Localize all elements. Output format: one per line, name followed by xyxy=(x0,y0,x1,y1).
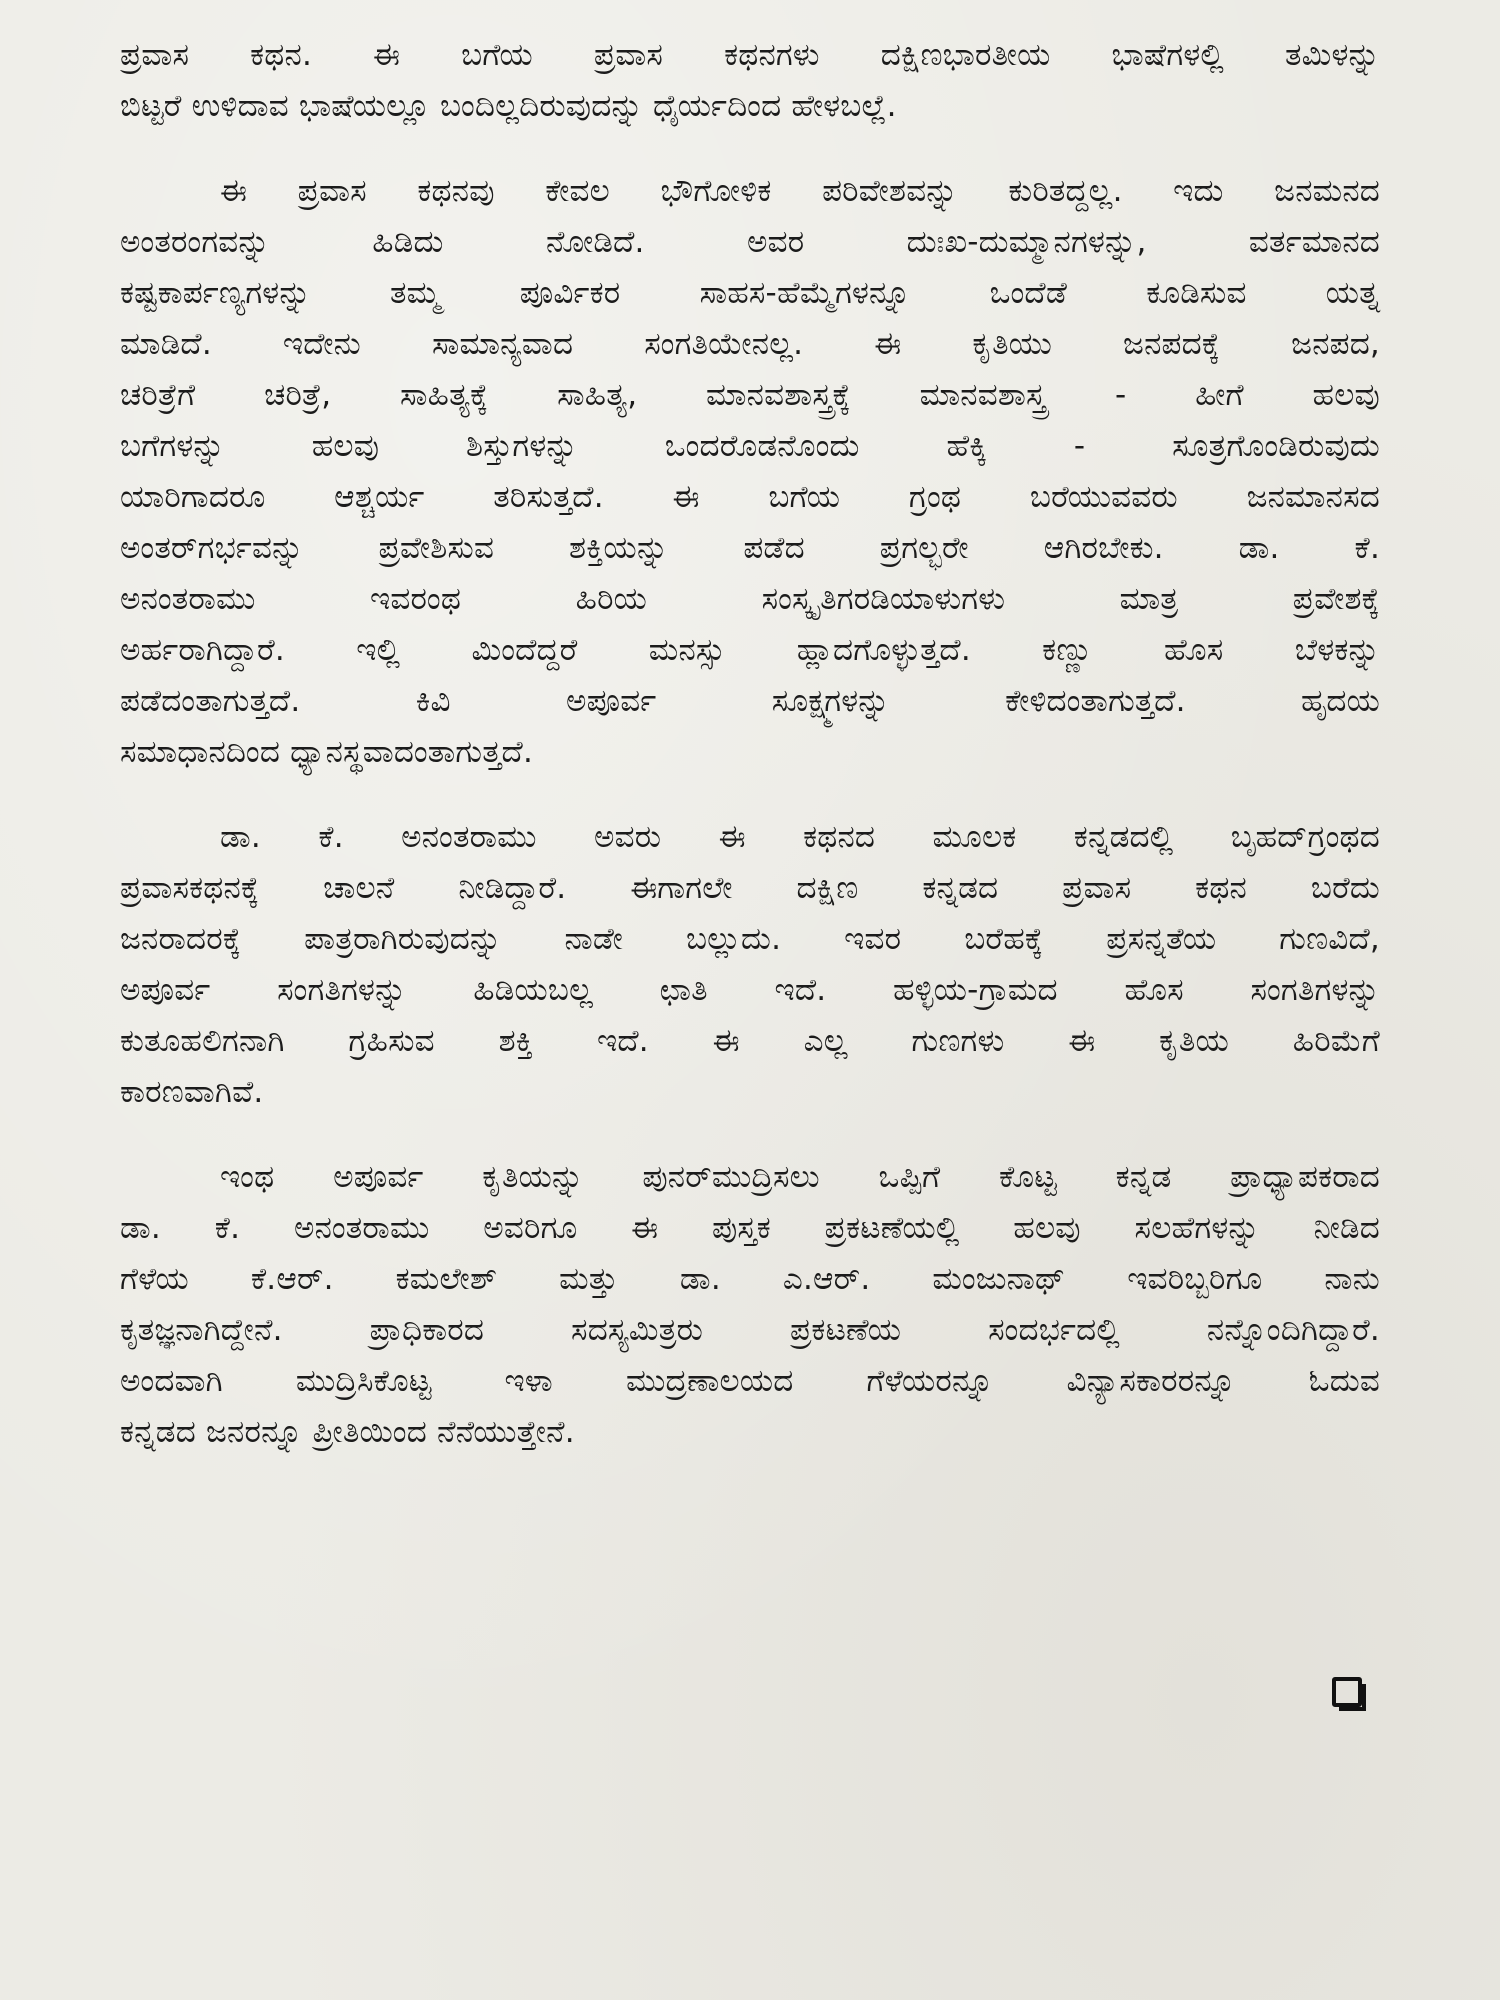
text-line: ಅರ್ಹರಾಗಿದ್ದಾರೆ. ಇಲ್ಲಿ ಮಿಂದೆದ್ದರೆ ಮನಸ್ಸು ಹ್ಲಾದಗೊಳ್ಳುತ್ತದೆ. ಕಣ್ಣು ಹೊಸ ಬೆಳಕನ್ನು xyxy=(120,632,1380,668)
paragraph-2 xyxy=(120,166,1380,778)
text-line: ಜನರಾದರಕ್ಕೆ ಪಾತ್ರರಾಗಿರುವುದನ್ನು ನಾಡೇ ಬಲ್ಲುದು. ಇವರ ಬರೆಹಕ್ಕೆ ಪ್ರಸನ್ನತೆಯ ಗುಣವಿದೆ, xyxy=(120,921,1380,957)
text-line: ಕಾರಣವಾಗಿವೆ. xyxy=(120,1074,264,1110)
text-line: ಬಗೆಗಳನ್ನು ಹಲವು ಶಿಸ್ತುಗಳನ್ನು ಒಂದರೊಡನೊಂದು ಹೆಕ್ಕಿ - ಸೂತ್ರಗೊಂಡಿರುವುದು xyxy=(120,428,1380,464)
text-line: ಸಮಾಧಾನದಿಂದ ಧ್ಯಾನಸ್ಥವಾದಂತಾಗುತ್ತದೆ. xyxy=(120,734,533,770)
text-line: ಅಂತರಂಗವನ್ನು ಹಿಡಿದು ನೋಡಿದೆ. ಅವರ ದುಃಖ-ದುಮ್ಮಾನಗಳನ್ನು, ವರ್ತಮಾನದ xyxy=(120,224,1380,260)
text-line: ಚರಿತ್ರೆಗೆ ಚರಿತ್ರೆ, ಸಾಹಿತ್ಯಕ್ಕೆ ಸಾಹಿತ್ಯ, ಮಾನವಶಾಸ್ತ್ರಕ್ಕೆ ಮಾನವಶಾಸ್ತ್ರ - ಹೀಗೆ ಹಲವು xyxy=(120,377,1380,413)
text-line: ಬಿಟ್ಟರೆ ಉಳಿದಾವ ಭಾಷೆಯಲ್ಲೂ ಬಂದಿಲ್ಲದಿರುವುದನ್ನು ಧೈರ್ಯದಿಂದ ಹೇಳಬಲ್ಲೆ. xyxy=(120,88,897,124)
text-line: ಈ ಪ್ರವಾಸ ಕಥನವು ಕೇವಲ ಭೌಗೋಳಿಕ ಪರಿವೇಶವನ್ನು ಕುರಿತದ್ದಲ್ಲ. ಇದು ಜನಮನದ xyxy=(220,173,1380,209)
text-line: ಡಾ. ಕೆ. ಅನಂತರಾಮು ಅವರು ಈ ಕಥನದ ಮೂಲಕ ಕನ್ನಡದಲ್ಲಿ ಬೃಹದ್‌ಗ್ರಂಥದ xyxy=(220,819,1380,855)
paragraph-3 xyxy=(120,812,1380,1118)
text-line: ಅನಂತರಾಮು ಇವರಂಥ ಹಿರಿಯ ಸಂಸ್ಕೃತಿಗರಡಿಯಾಳುಗಳು ಮಾತ್ರ ಪ್ರವೇಶಕ್ಕೆ xyxy=(120,581,1380,617)
text-line: ಪ್ರವಾಸ ಕಥನ. ಈ ಬಗೆಯ ಪ್ರವಾಸ ಕಥನಗಳು ದಕ್ಷಿಣಭಾರತೀಯ ಭಾಷೆಗಳಲ್ಲಿ ತಮಿಳನ್ನು xyxy=(120,37,1380,73)
text-line: ಡಾ. ಕೆ. ಅನಂತರಾಮು ಅವರಿಗೂ ಈ ಪುಸ್ತಕ ಪ್ರಕಟಣೆಯಲ್ಲಿ ಹಲವು ಸಲಹೆಗಳನ್ನು ನೀಡಿದ xyxy=(120,1210,1380,1246)
text-line: ಕನ್ನಡದ ಜನರನ್ನೂ ಪ್ರೀತಿಯಿಂದ ನೆನೆಯುತ್ತೇನೆ. xyxy=(120,1414,575,1450)
text-line: ಗೆಳೆಯ ಕೆ.ಆರ್. ಕಮಲೇಶ್ ಮತ್ತು ಡಾ. ಎ.ಆರ್. ಮಂಜುನಾಥ್ ಇವರಿಬ್ಬರಿಗೂ ನಾನು xyxy=(120,1261,1380,1297)
text-line: ಪ್ರವಾಸಕಥನಕ್ಕೆ ಚಾಲನೆ ನೀಡಿದ್ದಾರೆ. ಈಗಾಗಲೇ ದಕ್ಷಿಣ ಕನ್ನಡದ ಪ್ರವಾಸ ಕಥನ ಬರೆದು xyxy=(120,870,1380,906)
paragraph-1 xyxy=(120,30,1380,132)
text-line: ಅಪೂರ್ವ ಸಂಗತಿಗಳನ್ನು ಹಿಡಿಯಬಲ್ಲ ಛಾತಿ ಇದೆ. ಹಳ್ಳಿಯ-ಗ್ರಾಮದ ಹೊಸ ಸಂಗತಿಗಳನ್ನು xyxy=(120,972,1380,1008)
end-of-text-box-icon xyxy=(1332,1677,1362,1707)
text-line: ಅಂದವಾಗಿ ಮುದ್ರಿಸಿಕೊಟ್ಟ ಇಳಾ ಮುದ್ರಣಾಲಯದ ಗೆಳೆಯರನ್ನೂ ವಿನ್ಯಾಸಕಾರರನ್ನೂ ಓದುವ xyxy=(120,1363,1380,1399)
text-line: ಮಾಡಿದೆ. ಇದೇನು ಸಾಮಾನ್ಯವಾದ ಸಂಗತಿಯೇನಲ್ಲ. ಈ ಕೃತಿಯು ಜನಪದಕ್ಕೆ ಜನಪದ, xyxy=(120,326,1380,362)
text-line: ಇಂಥ ಅಪೂರ್ವ ಕೃತಿಯನ್ನು ಪುನರ್‌ಮುದ್ರಿಸಲು ಒಪ್ಪಿಗೆ ಕೊಟ್ಟ ಕನ್ನಡ ಪ್ರಾಧ್ಯಾಪಕರಾದ xyxy=(220,1159,1380,1195)
text-line: ಪಡೆದಂತಾಗುತ್ತದೆ. ಕಿವಿ ಅಪೂರ್ವ ಸೂಕ್ಷ್ಮಗಳನ್ನು ಕೇಳಿದಂತಾಗುತ್ತದೆ. ಹೃದಯ xyxy=(120,683,1380,719)
text-line: ಅಂತರ್‌ಗರ್ಭವನ್ನು ಪ್ರವೇಶಿಸುವ ಶಕ್ತಿಯನ್ನು ಪಡೆದ ಪ್ರಗಲ್ಭರೇ ಆಗಿರಬೇಕು. ಡಾ. ಕೆ. xyxy=(120,530,1380,566)
text-line: ಕೃತಜ್ಞನಾಗಿದ್ದೇನೆ. ಪ್ರಾಧಿಕಾರದ ಸದಸ್ಯಮಿತ್ರರು ಪ್ರಕಟಣೆಯ ಸಂದರ್ಭದಲ್ಲಿ ನನ್ನೊಂದಿಗಿದ್ದಾರೆ. xyxy=(120,1312,1380,1348)
paragraph-4 xyxy=(120,1152,1380,1458)
text-line: ಕುತೂಹಲಿಗನಾಗಿ ಗ್ರಹಿಸುವ ಶಕ್ತಿ ಇದೆ. ಈ ಎಲ್ಲ ಗುಣಗಳು ಈ ಕೃತಿಯ ಹಿರಿಮೆಗೆ xyxy=(120,1023,1380,1059)
text-line: ಯಾರಿಗಾದರೂ ಆಶ್ಚರ್ಯ ತರಿಸುತ್ತದೆ. ಈ ಬಗೆಯ ಗ್ರಂಥ ಬರೆಯುವವರು ಜನಮಾನಸದ xyxy=(120,479,1380,515)
text-line: ಕಷ್ಟಕಾರ್ಪಣ್ಯಗಳನ್ನು ತಮ್ಮ ಪೂರ್ವಿಕರ ಸಾಹಸ-ಹೆಮ್ಮೆಗಳನ್ನೂ ಒಂದೆಡೆ ಕೂಡಿಸುವ ಯತ್ನ xyxy=(120,275,1380,311)
body-text xyxy=(120,30,1380,1492)
